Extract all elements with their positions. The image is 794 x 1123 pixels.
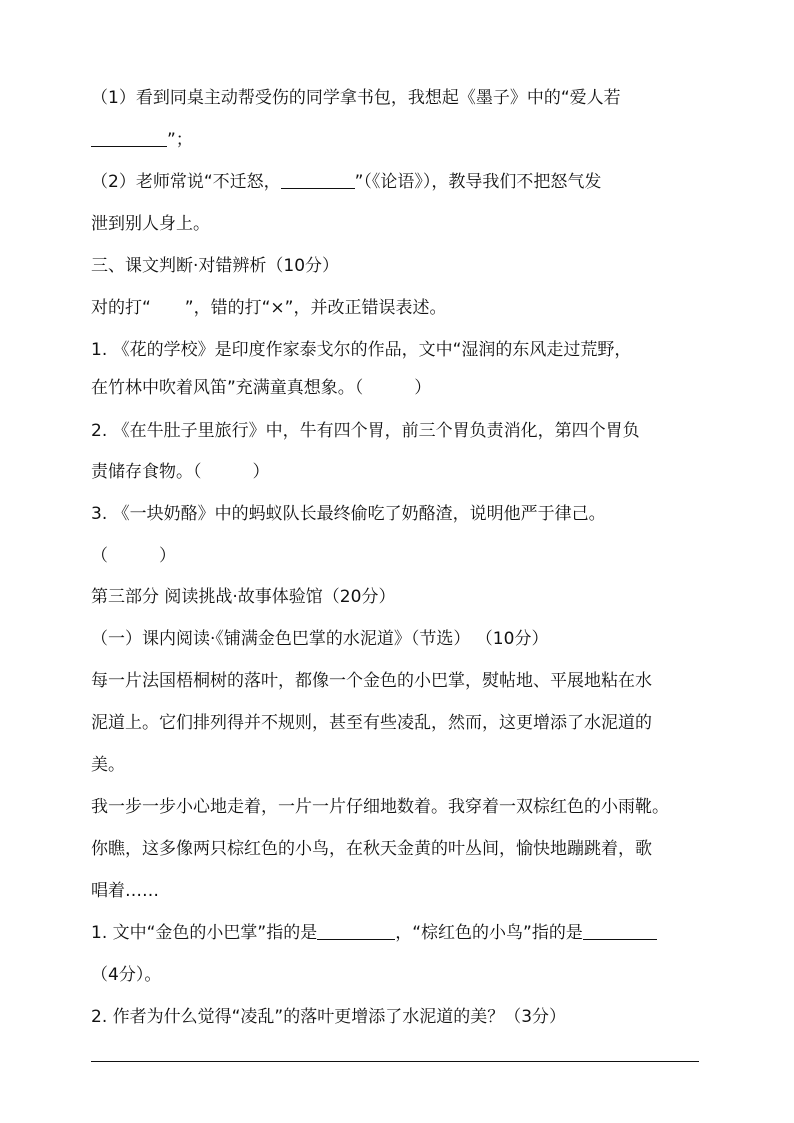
fill-blank[interactable] (317, 923, 395, 940)
idiom-question-2-cont: 泄到别人身上。 (91, 214, 210, 234)
judgement-item-3: 3. 《一块奶酪》中的蚂蚁队长最终偷吃了奶酪渣，说明他严于律己。 (91, 504, 606, 524)
idiom-question-1: （1）看到同桌主动帮受伤的同学拿书包，我想起《墨子》中的“爱人若 (91, 88, 621, 108)
section-heading-judgement: 三、课文判断·对错辨析（10分） (91, 256, 340, 276)
passage-line: 美。 (91, 755, 125, 775)
passage-line: 每一片法国梧桐树的落叶，都像一个金色的小巴掌，熨帖地、平展地粘在水 (91, 671, 652, 691)
judgement-item-2-cont: 责储存食物。（ ） (91, 462, 270, 482)
judgement-item-1: 1. 《花的学校》是印度作家泰戈尔的作品，文中“湿润的东风走过荒野， (91, 340, 632, 360)
judgement-item-2: 2. 《在牛肚子里旅行》中，牛有四个胃，前三个胃负责消化，第四个胃负 (91, 421, 640, 441)
judgement-item-3-cont: （ ） (91, 546, 176, 566)
passage-line: 你瞧，这多像两只棕红色的小鸟，在秋天金黄的叶丛间，愉快地蹦跳着，歌 (91, 839, 652, 859)
idiom-question-1-blank-line: ”； (91, 128, 711, 152)
passage-line: 泥道上。它们排列得并不规则，甚至有些凌乱，然而，这更增添了水泥道的 (91, 713, 652, 733)
idiom-question-2: （2）老师常说“不迁怒， ”（《论语》），教导我们不把怒气发 (91, 172, 602, 192)
part-three-heading: 第三部分 阅读挑战·故事体验馆（20分） (91, 587, 396, 607)
judgement-item-1-cont: 在竹林中吹着风笛”充满童真想象。（ ） (91, 378, 432, 398)
judgement-instructions: 对的打“ ”，错的打“×”，并改正错误表述。 (91, 298, 447, 318)
fill-blank[interactable] (281, 172, 355, 189)
passage-line: 我一步一步小心地走着，一片一片仔细地数着。我穿着一双棕红色的小雨靴。 (91, 797, 669, 817)
fill-blank[interactable] (583, 923, 657, 940)
passage-line: 唱着…… (91, 881, 159, 901)
reading-question-2: 2. 作者为什么觉得“凌乱”的落叶更增添了水泥道的美？（3分） (91, 1007, 567, 1027)
fill-blank[interactable] (91, 130, 167, 147)
reading-subheading: （一）课内阅读·《铺满金色巴掌的水泥道》（节选） （10分） (91, 629, 549, 649)
answer-line[interactable] (91, 1061, 699, 1062)
reading-question-1-score: （4分）。 (91, 965, 162, 985)
reading-question-1: 1. 文中“金色的小巴掌”指的是 ，“棕红色的小鸟”指的是 (91, 921, 711, 945)
